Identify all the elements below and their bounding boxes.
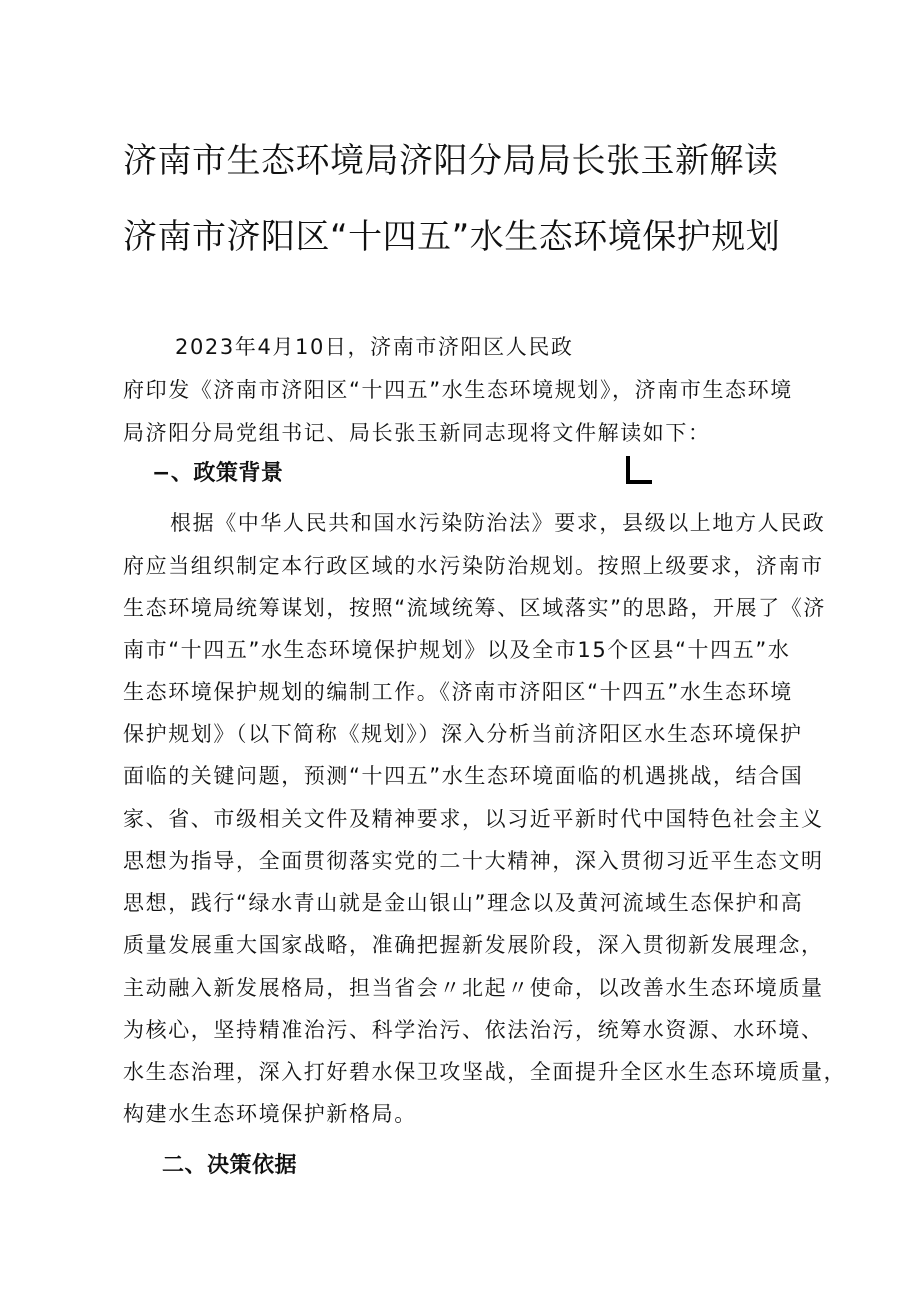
paragraph-line: 思想，践行“绿水青山就是金山银山”理念以及黄河流域生态保护和高 xyxy=(123,891,804,915)
paragraph-line: 水生态治理，深入打好碧水保卫攻坚战，全面提升全区水生态环境质量， xyxy=(123,1060,847,1084)
corner-mark xyxy=(626,456,652,484)
intro-line-2: 府印发《济南市济阳区“十四五”水生态环境规划》，济南市生态环境 xyxy=(123,378,793,402)
title-line-1: 济南市生态环境局济阳分局局长张玉新解读 xyxy=(123,141,779,181)
paragraph-line: 保护规划》（以下简称《规划》）深入分析当前济阳区水生态环境保护 xyxy=(123,722,803,746)
paragraph-line: 南市“十四五”水生态环境保护规划》以及全市15个区县“十四五”水 xyxy=(123,638,791,662)
paragraph-line: 为核心，坚持精准治污、科学治污、依法治污，统筹水资源、水环境、 xyxy=(123,1018,824,1042)
paragraph-line: 生态环境保护规划的编制工作。《济南市济阳区“十四五”水生态环境 xyxy=(123,680,793,704)
paragraph-line: 思想为指导，全面贯彻落实党的二十大精神，深入贯彻习近平生态文明 xyxy=(123,849,824,873)
paragraph-line: 面临的关键问题，预测“十四五”水生态环境面临的机遇挑战，结合国 xyxy=(123,764,804,788)
intro-line-1: 2023年4月10日，济南市济阳区人民政 xyxy=(175,335,574,359)
paragraph-line: 生态环境局统筹谋划，按照“流域统筹、区域落实”的思路，开展了《济 xyxy=(123,596,826,620)
section-1-heading: −、政策背景 xyxy=(152,461,284,486)
intro-line-3: 局济阳分局党组书记、局长张玉新同志现将文件解读如下： xyxy=(123,421,711,445)
paragraph-line: 质量发展重大国家战略，准确把握新发展阶段，深入贯彻新发展理念， xyxy=(123,933,824,957)
title-line-2: 济南市济阳区“十四五”水生态环境保护规划 xyxy=(123,217,781,257)
paragraph-line: 主动融入新发展格局，担当省会〃北起〃使命，以改善水生态环境质量 xyxy=(123,976,824,1000)
paragraph-line: 家、省、市级相关文件及精神要求，以习近平新时代中国特色社会主义 xyxy=(123,807,824,831)
section-2-heading: 二、决策依据 xyxy=(162,1153,298,1178)
paragraph-line: 府应当组织制定本行政区域的水污染防治规划。按照上级要求，济南市 xyxy=(123,554,824,578)
paragraph-line: 构建水生态环境保护新格局。 xyxy=(123,1102,417,1126)
paragraph-line: 根据《中华人民共和国水污染防治法》要求，县级以上地方人民政 xyxy=(170,511,826,535)
